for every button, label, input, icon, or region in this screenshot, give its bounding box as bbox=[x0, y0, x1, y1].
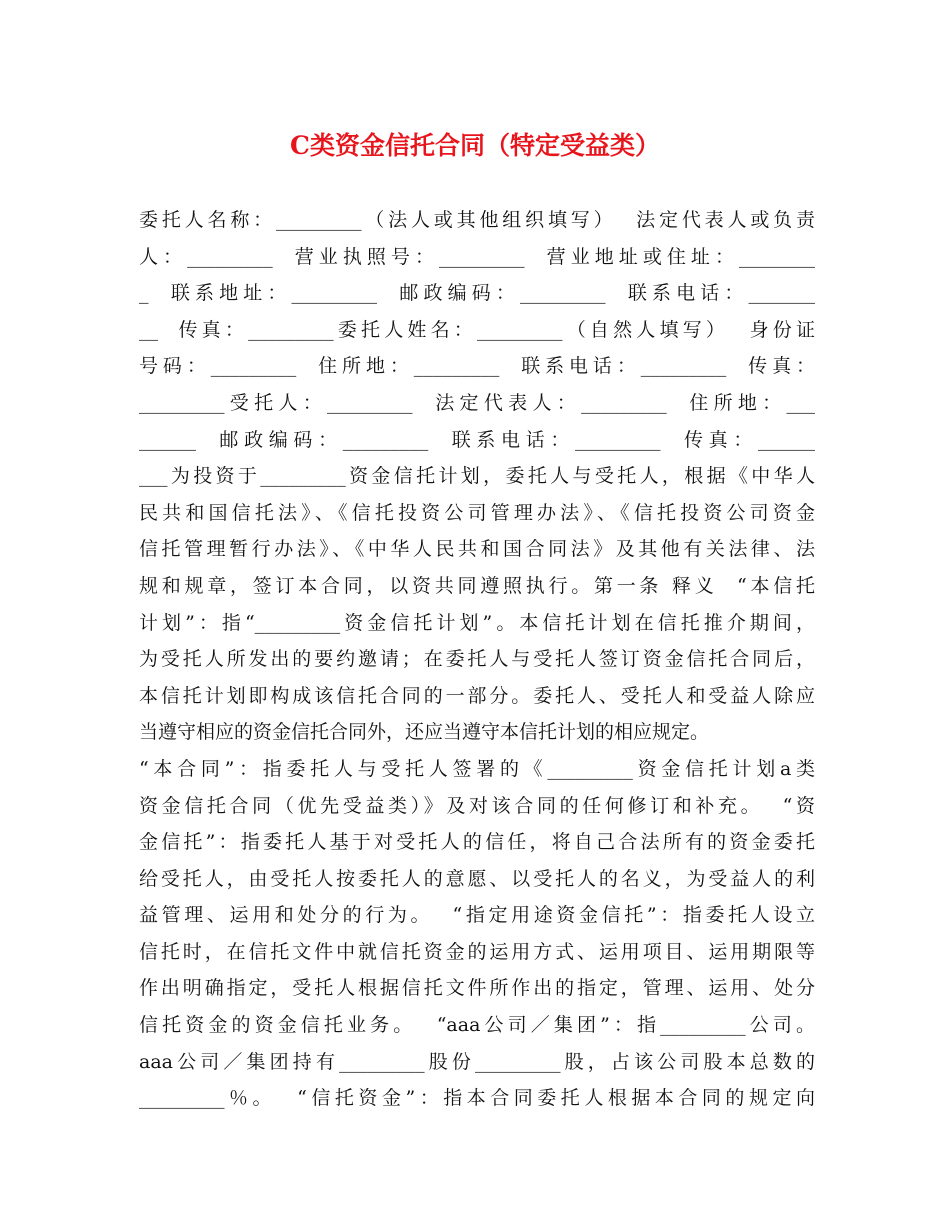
text-line: 规和规章，签订本合同，以资共同遵照执行。第一条 释义 “本信托 bbox=[139, 574, 815, 597]
text-line: ___为投资于_________资金信托计划，委托人与受托人，根据《中华人 bbox=[139, 465, 815, 488]
text-line: 计划”：指“_________资金信托计划”。本信托计划在信托推介期间， bbox=[139, 611, 815, 634]
text-line: 当遵守相应的资金信托合同外，还应当遵守本信托计划的相应规定。 bbox=[139, 721, 710, 744]
text-line: aaa公司／集团持有_________股份_________股，占该公司股本总数的 bbox=[139, 1050, 815, 1073]
document-title: C类资金信托合同（特定受益类） bbox=[290, 131, 660, 160]
text-line: 委托人名称：_________（法人或其他组织填写） 法定代表人或负责 bbox=[139, 209, 815, 231]
text-line: 作出明确指定，受托人根据信托文件所作出的指定，管理、运用、处分 bbox=[139, 977, 815, 1000]
text-line: 金信托”：指委托人基于对受托人的信任，将自己合法所有的资金委托 bbox=[139, 831, 815, 854]
text-line: 为受托人所发出的要约邀请；在委托人与受托人签订资金信托合同后， bbox=[139, 648, 815, 671]
text-line: 益管理、运用和处分的行为。 “指定用途资金信托”：指委托人设立 bbox=[139, 904, 815, 927]
text-line: 信托时，在信托文件中就信托资金的运用方式、运用项目、运用期限等 bbox=[139, 940, 815, 963]
text-line: _________％。 “信托资金”：指本合同委托人根据本合同的规定向 bbox=[139, 1087, 815, 1110]
text-line: __ 传真：_________委托人姓名：_________（自然人填写） 身份证 bbox=[139, 318, 815, 341]
text-line: _________受托人：_________ 法定代表人：_________ 住所地：___ bbox=[139, 391, 815, 414]
text-line: 给受托人，由受托人按委托人的意愿、以受托人的名义，为受益人的利 bbox=[139, 867, 815, 890]
text-line: 资金信托合同（优先受益类）》及对该合同的任何修订和补充。 “资 bbox=[139, 794, 815, 817]
text-line: 人：_________ 营业执照号：_________ 营业地址或住址：________ bbox=[139, 245, 815, 268]
document-body bbox=[139, 202, 815, 1117]
text-line: “本合同”：指委托人与受托人签署的《_________资金信托计划a类 bbox=[139, 757, 815, 780]
text-line: ______ 邮政编码：_________ 联系电话：_________ 传真：______ bbox=[139, 428, 815, 451]
text-line: 本信托计划即构成该信托合同的一部分。委托人、受托人和受益人除应 bbox=[139, 684, 815, 707]
text-line: 信托管理暂行办法》、《中华人民共和国合同法》及其他有关法律、法 bbox=[139, 538, 815, 561]
text-line: _ 联系地址：_________ 邮政编码：_________ 联系电话：_______ bbox=[139, 282, 815, 305]
text-line: 号码：_________ 住所地：_________ 联系电话：_________ 传真： bbox=[139, 355, 815, 378]
text-line: 信托资金的资金信托业务。 “aaa公司／集团”：指_________公司。 bbox=[139, 1014, 815, 1037]
text-line: 民共和国信托法》、《信托投资公司管理办法》、《信托投资公司资金 bbox=[139, 501, 815, 524]
